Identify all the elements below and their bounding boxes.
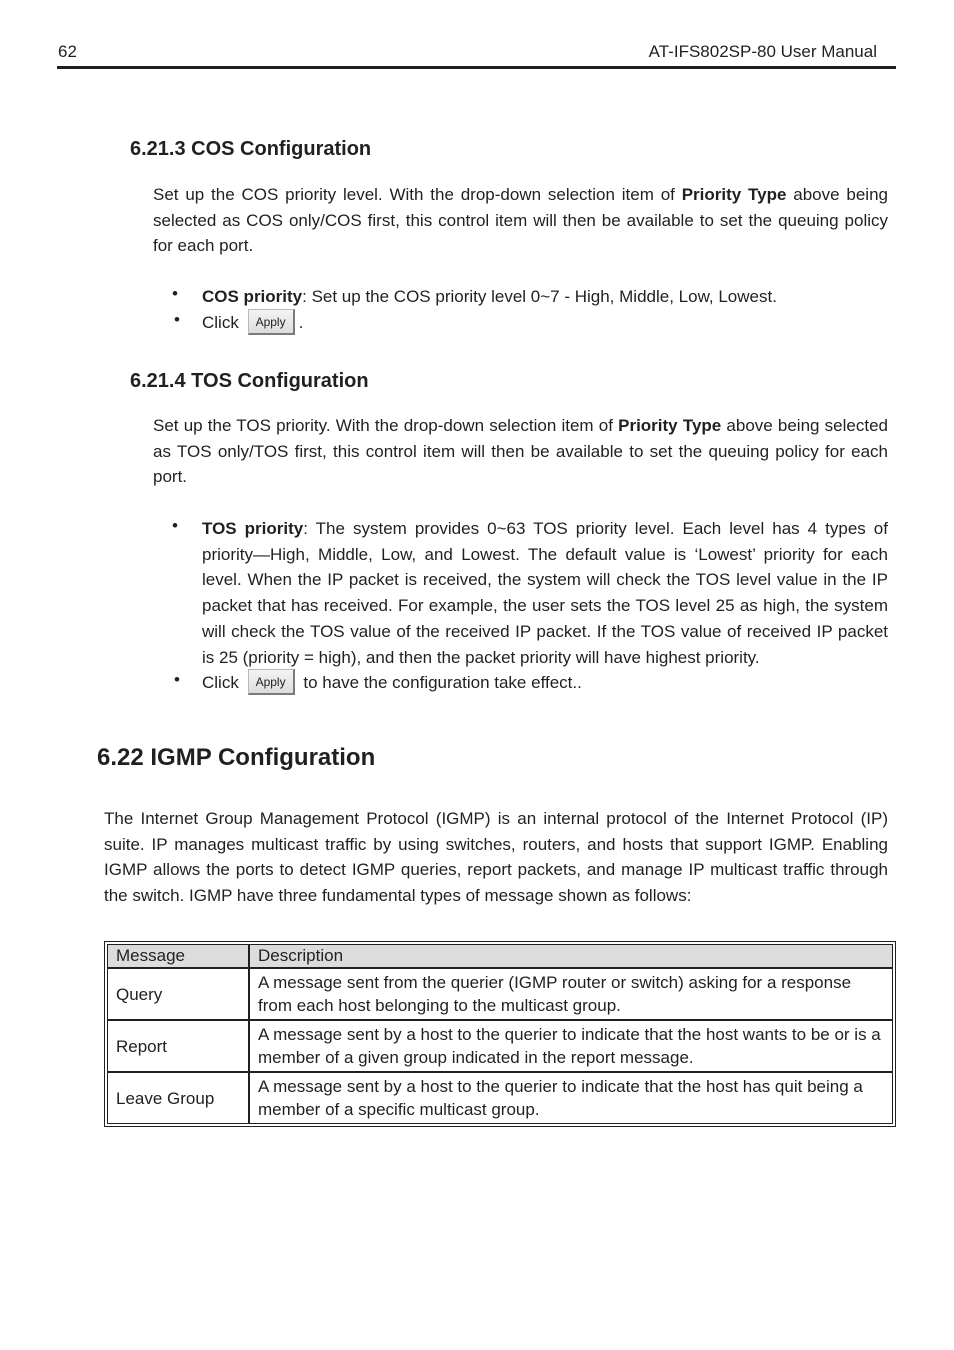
- table-header-cell: Description: [249, 944, 893, 968]
- igmp-heading: 6.22 IGMP Configuration: [97, 744, 376, 771]
- table-cell: A message sent by a host to the querier to indicate that the host has quit being a member of a specific multicast group.: [249, 1072, 893, 1124]
- table-cell: A message sent by a host to the querier to indicate that the host wants to be or is a member of a given group indicated in the report message.: [249, 1020, 893, 1072]
- bullet-icon: •: [174, 310, 180, 329]
- igmp-intro: The Internet Group Management Protocol (IGMP) is an internal protocol of the Internet Protocol (IP) suite. IP manages multicast traffic by using switches, routers, and hosts that support IGMP. Enabling IGMP allows the ports to detect IGMP queries, report packets, and manage IP multicast traffic through the switch. IGMP have three fundamental types of message shown as follows:: [104, 809, 888, 906]
- manual-title: AT-IFS802SP-80 User Manual: [648, 42, 877, 61]
- bullet-icon: •: [172, 516, 178, 535]
- cos-priority-item: COS priority: Set up the COS priority level 0~7 - High, Middle, Low, Lowest.: [202, 287, 777, 306]
- header-rule: [57, 66, 896, 69]
- tos-intro: Set up the TOS priority. With the drop-down selection item of Priority Type above being selected as TOS only/TOS first, this control item will then be available to set the queuing policy for each port.: [153, 416, 888, 487]
- tos-apply-button[interactable]: Apply: [248, 669, 295, 695]
- table-row: [107, 1072, 893, 1124]
- table-cell: Report: [107, 1020, 249, 1072]
- cos-click-item: Click Apply .: [202, 310, 892, 337]
- cos-heading: 6.21.3 COS Configuration: [130, 138, 372, 160]
- cos-intro: Set up the COS priority level. With the drop-down selection item of Priority Type above being selected as COS only/COS first, this control item will then be available to set the queuing policy for each port.: [153, 185, 888, 256]
- table-header-row: [107, 944, 893, 968]
- bullet-icon: •: [174, 670, 180, 689]
- table-cell: A message sent from the querier (IGMP router or switch) asking for a response from each host belonging to the multicast group.: [249, 968, 893, 1020]
- bullet-icon: •: [172, 284, 178, 303]
- table-cell: Leave Group: [107, 1072, 249, 1124]
- table-row: [107, 968, 893, 1020]
- cos-apply-button[interactable]: Apply: [248, 309, 295, 335]
- tos-heading: 6.21.4 TOS Configuration: [130, 370, 369, 392]
- page-number: 62: [58, 42, 77, 61]
- tos-click-item: Click Apply to have the configuration take effect..: [202, 670, 892, 697]
- table-row: [107, 1020, 893, 1072]
- table-header-cell: Message: [107, 944, 249, 968]
- igmp-message-table: [104, 941, 896, 1127]
- tos-priority-item: TOS priority: The system provides 0~63 TOS priority level. Each level has 4 types of priority—High, Middle, Low, and Lowest. The default value is ‘Lowest’ priority for each level. When the IP packet is received, the system will check the TOS level value in the IP packet that has received. For example, the user sets the TOS level 25 as high, the system will check the TOS value of the received IP packet. If the TOS value of received IP packet is 25 (priority = high), and then the packet priority will have highest priority.: [202, 519, 888, 667]
- table-cell: Query: [107, 968, 249, 1020]
